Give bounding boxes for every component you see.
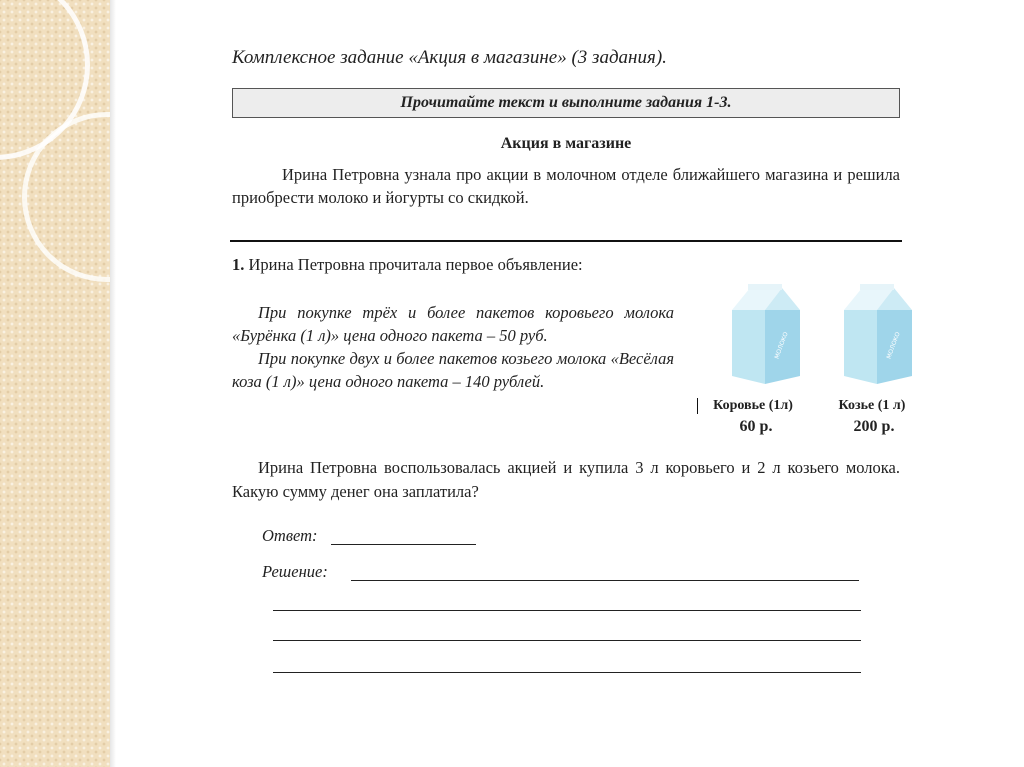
cow-milk-carton-icon	[720, 280, 810, 390]
section-divider	[230, 240, 902, 242]
task-question: Ирина Петровна воспользовалась акцией и купила 3 л коровьего и 2 л козьего молока. Какую сумму денег она заплатила?	[232, 458, 900, 501]
goat-milk-price: 200 р.	[853, 418, 895, 435]
ad-paragraph: При покупке трёх и более пакетов коровьего молока «Бурёнка (1 л)» цена одного пакета – 50 руб.	[232, 303, 674, 345]
goat-milk-label: Козье (1 л)	[838, 398, 906, 413]
task-1-intro	[232, 255, 583, 275]
task-intro-text: Ирина Петровна прочитала первое объявление:	[248, 255, 583, 274]
goat-milk-carton-icon	[832, 280, 922, 390]
solution-line[interactable]	[351, 580, 859, 581]
carton-text: МОЛОКО	[885, 331, 902, 360]
ad-paragraph: При покупке двух и более пакетов козьего молока «Весёлая коза (1 л)» цена одного пакета – 140 рублей.	[232, 349, 674, 391]
solution-line[interactable]	[273, 640, 861, 641]
story-body: Ирина Петровна узнала про акции в молочном отделе ближайшего магазина и решила приобрести молоко и йогурты со скидкой.	[232, 165, 900, 207]
solution-line[interactable]	[273, 672, 861, 673]
carton-text: МОЛОКО	[773, 331, 790, 360]
decorative-side-strip	[0, 0, 110, 767]
instruction-banner	[232, 88, 900, 118]
advertisement	[232, 301, 674, 393]
solution-line[interactable]	[273, 610, 861, 611]
solution-label: Решение:	[262, 562, 328, 581]
cow-milk-price: 60 р.	[739, 418, 773, 435]
task-number: 1.	[232, 255, 245, 274]
page-title: Комплексное задание «Акция в магазине» (3 задания).	[232, 47, 667, 68]
answer-field[interactable]	[331, 544, 476, 545]
cow-milk-label: Коровье (1л)	[713, 398, 793, 413]
strip-shadow	[110, 0, 116, 767]
answer-label: Ответ:	[262, 526, 318, 545]
instruction-text: Прочитайте текст и выполните задания 1-3.	[400, 94, 732, 111]
story-heading: Акция в магазине	[500, 135, 632, 152]
